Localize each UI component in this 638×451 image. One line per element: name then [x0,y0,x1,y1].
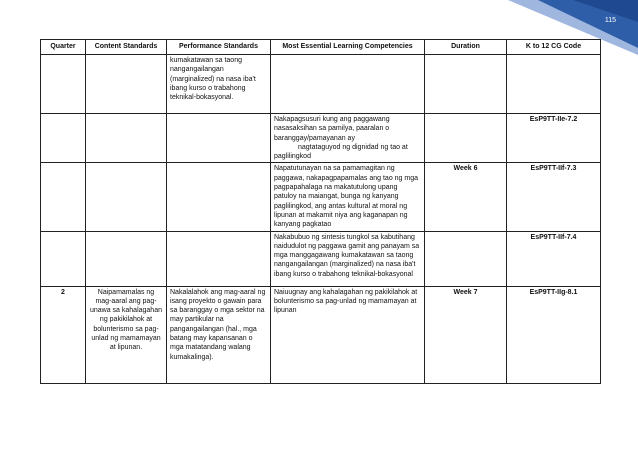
cell-duration [425,114,507,163]
cell-quarter [41,231,86,286]
table-row [41,286,601,383]
competency-text-part1: Nakapagsusuri kung ang paggawang nasasaksihan sa pamilya, paaralan o baranggay/pamayanan ay [274,116,390,142]
cell-competencies: Napatutunayan na sa pamamagitan ng paggawa, nakapagpapamalas ang tao ng mga pagpapahalaga na makatutulong upang patuloy na maiangat, bunga ng kanyang paglilingkod, ang antas kultural at moral ng lipunan at makamit niya ang kaganapan ng kanyang pagkatao [271,163,425,231]
cell-code [507,55,601,114]
cell-competencies [271,114,425,163]
header-code: K to 12 CG Code [507,40,601,55]
cell-code: EsP9TT-IIe-7.2 [507,114,601,163]
cell-content [86,231,167,286]
header-performance-standards: Performance Standards [167,40,271,55]
competency-text-part3: paglilingkod [274,153,311,161]
table-header-row [41,40,601,55]
table-row [41,163,601,231]
cell-performance [167,114,271,163]
cell-performance [167,231,271,286]
cell-code: EsP9TT-IIg-8.1 [507,286,601,383]
cell-competencies: Naiuugnay ang kahalagahan ng pakikilahok at bolunterismo sa pag-unlad ng mamamayan at lipunan [271,286,425,383]
cell-quarter: 2 [41,286,86,383]
cell-duration: Week 6 [425,163,507,231]
cell-competencies: Nakabubuo ng sintesis tungkol sa kabutihang naidudulot ng paggawa gamit ang panayam sa mga manggagawang kumakatawan sa taong nangangailangan (marginalized) na nasa iba't ibang kurso o trabahong teknikal-bokasyonal [271,231,425,286]
cell-duration: Week 7 [425,286,507,383]
table-row [41,114,601,163]
cell-duration [425,55,507,114]
cell-content [86,55,167,114]
table-row [41,231,601,286]
cell-performance: kumakatawan sa taong nangangailangan (marginalized) na nasa iba't ibang kurso o trabahong teknikal-bokasyonal. [167,55,271,114]
header-content-standards: Content Standards [86,40,167,55]
curriculum-table [40,39,601,384]
cell-content: Naipamamalas ng mag-aaral ang pag-unawa sa kahalagahan ng pakikilahok at bolunterismo sa pag-unlad ng mamamayan at lipunan. [86,286,167,383]
cell-code: EsP9TT-IIf-7.4 [507,231,601,286]
cell-code: EsP9TT-IIf-7.3 [507,163,601,231]
table-row [41,55,601,114]
cell-duration [425,231,507,286]
cell-content [86,114,167,163]
cell-quarter [41,114,86,163]
header-competencies: Most Essential Learning Competencies [271,40,425,55]
header-duration: Duration [425,40,507,55]
cell-competencies [271,55,425,114]
cell-performance: Nakalalahok ang mag-aaral ng isang proyekto o gawain para sa baranggay o mga sektor na may partikular na pangangailangan (hal., mga batang may kapansanan o mga matatandang walang kumakalinga). [167,286,271,383]
competency-text-part2: nagtataguyod ng dignidad ng tao at [298,143,408,151]
cell-quarter [41,55,86,114]
header-quarter: Quarter [41,40,86,55]
page-number: 115 [604,17,616,24]
cell-performance [167,163,271,231]
cell-quarter [41,163,86,231]
cell-content [86,163,167,231]
